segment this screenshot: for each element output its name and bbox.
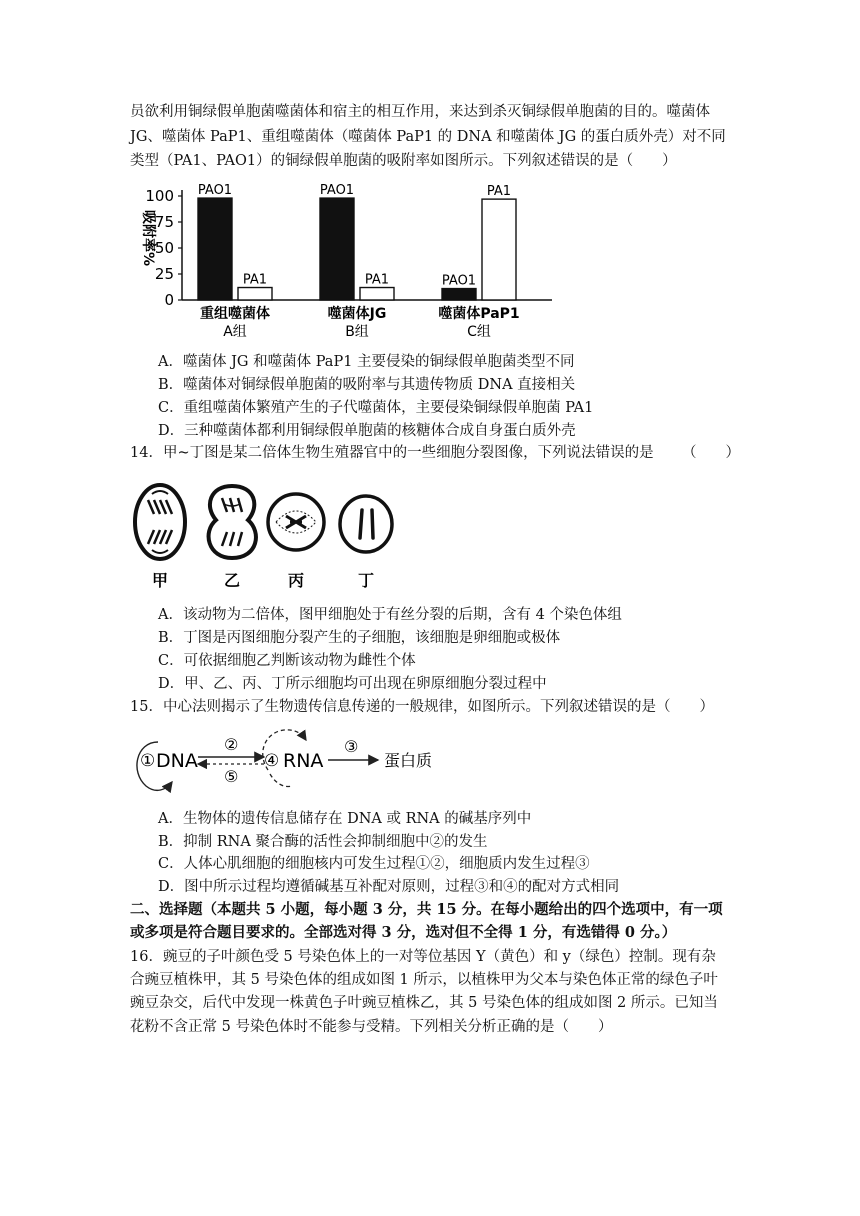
cell-label-jia: 甲 — [151, 571, 169, 590]
cell-label-bing: 丙 — [287, 571, 305, 590]
bar-pao1 — [442, 289, 476, 300]
q15-stem: 15．中心法则揭示了生物遗传信息传递的一般规律，如图所示。下列叙述错误的是（ ） — [130, 699, 714, 715]
q15-option-b: B．抑制 RNA 聚合酶的活性会抑制细胞中②的发生 — [158, 834, 488, 850]
label-n4: ④ — [264, 751, 280, 771]
cell-label-yi: 乙 — [223, 571, 241, 590]
bar-label: PAO1 — [441, 273, 477, 289]
q14-option-b: B．丁图是丙图细胞分裂产生的子细胞，该细胞是卵细胞或极体 — [158, 630, 561, 646]
q13-option-d: D．三种噬菌体都利用铜绿假单胞菌的核糖体合成自身蛋白质外壳 — [158, 423, 576, 439]
y-tick-label: 0 — [164, 291, 174, 309]
y-tick-label: 75 — [154, 213, 174, 231]
y-tick-label: 100 — [145, 187, 174, 205]
q16-line-1: 16．豌豆的子叶颜色受 5 号染色体上的一对等位基因 Y（黄色）和 y（绿色）控制。现有杂 — [130, 949, 716, 965]
q14-answer-paren: （ ） — [682, 445, 740, 461]
label-n1: ① — [140, 751, 156, 771]
bar-pa1 — [360, 288, 394, 300]
q14-option-a: A．该动物为二倍体，图甲细胞处于有丝分裂的后期，含有 4 个染色体组 — [158, 607, 622, 623]
bar-label: PA1 — [486, 184, 512, 200]
intro-line-3: 类型（PA1、PAO1）的铜绿假单胞菌的吸附率如图所示。下列叙述错误的是（ ） — [130, 153, 677, 169]
q14-option-c: C．可依据细胞乙判断该动物为雌性个体 — [158, 653, 416, 669]
section2-heading-line-2: 或多项是符合题目要求的。全部选对得 3 分，选对但不全得 1 分，有选错得 0 分。） — [130, 924, 677, 941]
q13-option-c: C．重组噬菌体繁殖产生的子代噬菌体，主要侵染铜绿假单胞菌 PA1 — [158, 400, 594, 416]
label-n5: ⑤ — [224, 767, 239, 786]
y-tick-label: 50 — [154, 239, 174, 257]
q16-line-3: 豌豆杂交，后代中发现一株黄色子叶豌豆植株乙，其 5 号染色体的组成如图 2 所示。已知当 — [130, 995, 718, 1011]
bar-pao1 — [320, 198, 354, 300]
cell-jia — [135, 485, 185, 559]
q15-option-d: D．图中所示过程均遵循碱基互补配对原则，过程③和④的配对方式相同 — [158, 879, 620, 895]
group-name: 噬菌体PaP1 — [438, 306, 520, 322]
cell-label-ding: 丁 — [357, 571, 375, 590]
q15-option-c: C．人体心肌细胞的细胞核内可发生过程①②，细胞质内发生过程③ — [158, 856, 590, 872]
rna-replication-loop-lower — [270, 774, 292, 787]
label-rna: RNA — [283, 750, 324, 772]
cell-bing — [268, 494, 324, 550]
q15-option-a: A．生物体的遗传信息储存在 DNA 或 RNA 的碱基序列中 — [158, 811, 532, 827]
intro-line-1: 员欲利用铜绿假单胞菌噬菌体和宿主的相互作用，来达到杀灭铜绿假单胞菌的目的。噬菌体 — [130, 104, 710, 120]
q16-line-4: 花粉不含正常 5 号染色体时不能参与受精。下列相关分析正确的是（ ） — [130, 1019, 613, 1035]
label-n2: ② — [224, 735, 239, 754]
label-n3: ③ — [344, 737, 359, 756]
bar-label: PA1 — [364, 272, 390, 288]
bar-pao1 — [198, 198, 232, 300]
group-name: 噬菌体JG — [327, 306, 387, 322]
label-dna: DNA — [156, 750, 198, 772]
group-sub: A组 — [223, 324, 247, 340]
cell-yi — [209, 486, 256, 558]
adsorption-bar-chart — [130, 178, 560, 346]
bar-pa1 — [482, 199, 516, 300]
group-sub: B组 — [345, 324, 369, 340]
section2-heading-line-1: 二、选择题（本题共 5 小题，每小题 3 分，共 15 分。在每小题给出的四个选项中，有一项 — [130, 901, 723, 918]
q13-option-a: A．噬菌体 JG 和噬菌体 PaP1 主要侵染的铜绿假单胞菌类型不同 — [158, 354, 575, 370]
q14-option-d: D．甲、乙、丙、丁所示细胞均可出现在卵原细胞分裂过程中 — [158, 676, 547, 692]
cell-division-figure — [130, 480, 410, 592]
bar-pa1 — [238, 288, 272, 300]
intro-line-2: JG、噬菌体 PaP1、重组噬菌体（噬菌体 PaP1 的 DNA 和噬菌体 JG 的蛋白质外壳）对不同 — [130, 129, 726, 145]
group-name: 重组噬菌体 — [200, 306, 270, 322]
bar-label: PA1 — [242, 272, 268, 288]
group-sub: C组 — [467, 324, 491, 340]
q14-stem: 14．甲~丁图是某二倍体生物生殖器官中的一些细胞分裂图像，下列说法错误的是 — [130, 445, 654, 461]
y-tick-label: 25 — [154, 265, 174, 283]
bar-label: PAO1 — [319, 183, 355, 199]
q13-option-b: B．噬菌体对铜绿假单胞菌的吸附率与其遗传物质 DNA 直接相关 — [158, 377, 576, 393]
y-axis-label: 吸附率% — [140, 209, 156, 267]
cell-ding — [340, 496, 392, 552]
q16-line-2: 合豌豆植株甲，其 5 号染色体的组成如图 1 所示，以植株甲为父本与染色体正常的绿色子叶 — [130, 972, 718, 988]
label-protein: 蛋白质 — [384, 751, 433, 770]
bar-label: PAO1 — [197, 183, 233, 199]
central-dogma-diagram — [128, 724, 458, 800]
